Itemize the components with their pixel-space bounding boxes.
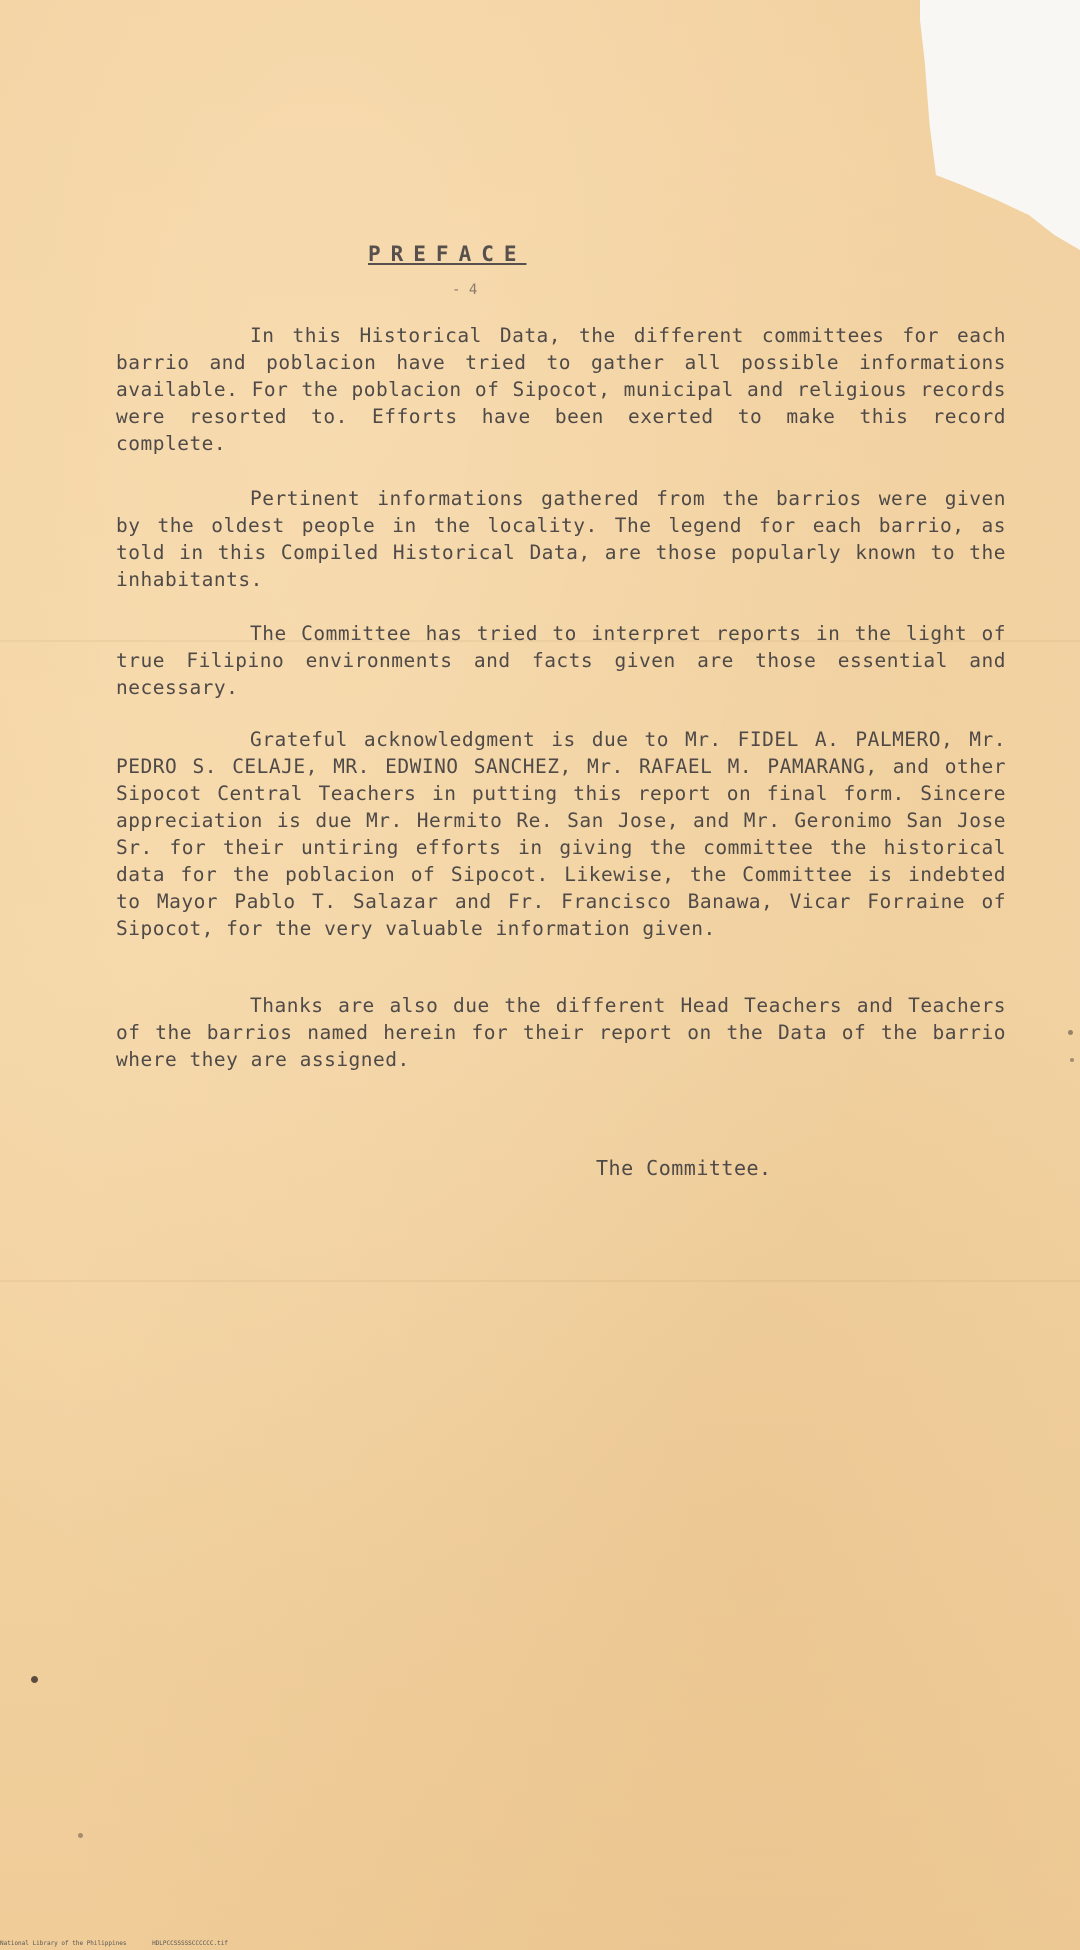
paragraph-thanks: Thanks are also due the different Head Teachers and Teachers of the barrios named herein for their report on the Data of the barrio where they are assigned. xyxy=(116,994,1006,1071)
ink-speck xyxy=(78,1833,83,1838)
heading-mark: - 4 xyxy=(452,282,478,298)
torn-corner xyxy=(920,0,1080,250)
ink-speck xyxy=(31,1676,38,1683)
paragraph-acknowledgment: Grateful acknowledgment is due to Mr. FIDEL A. PALMERO, Mr. PEDRO S. CELAJE, MR. EDWINO SANCHEZ, Mr. RAFAEL M. PAMARANG, and other Sipocot Central Teachers in putting this report on final form. Sincere appreciation is due Mr. Hermito Re. San Jose, and Mr. Geronimo San Jose Sr. for their untiring efforts in giving the committee the historical data for the poblacion of Sipocot. Likewise, the Committee is indebted to Mayor Pablo T. Salazar and Fr. Francisco Banawa, Vicar Forraine of Sipocot, for the very valuable information given. xyxy=(116,728,1006,940)
footer-file-code: HDLPCCSSSSSCCCCCC.tif xyxy=(152,1940,228,1947)
paragraph-interpretation: The Committee has tried to interpret reports in the light of true Filipino environments and facts given are those essential and necessary. xyxy=(116,622,1006,699)
ink-speck xyxy=(1068,1030,1073,1035)
footer-library: National Library of the Philippines xyxy=(0,1940,127,1947)
fold-line xyxy=(0,1280,1080,1282)
page-title: PREFACE xyxy=(368,242,527,266)
paragraph-intro: In this Historical Data, the different committees for each barrio and poblacion have tried to gather all possible informations available. For the poblacion of Sipocot, municipal and religious records were resorted to. Efforts have been exerted to make this record complete. xyxy=(116,324,1006,455)
scan-footer xyxy=(0,1940,250,1947)
paragraph-informants: Pertinent informations gathered from the barrios were given by the oldest people in the locality. The legend for each barrio, as told in this Compiled Historical Data, are those popularly known to the inhabitants. xyxy=(116,487,1006,591)
signature: The Committee. xyxy=(596,1156,772,1180)
ink-speck xyxy=(1070,1058,1074,1062)
